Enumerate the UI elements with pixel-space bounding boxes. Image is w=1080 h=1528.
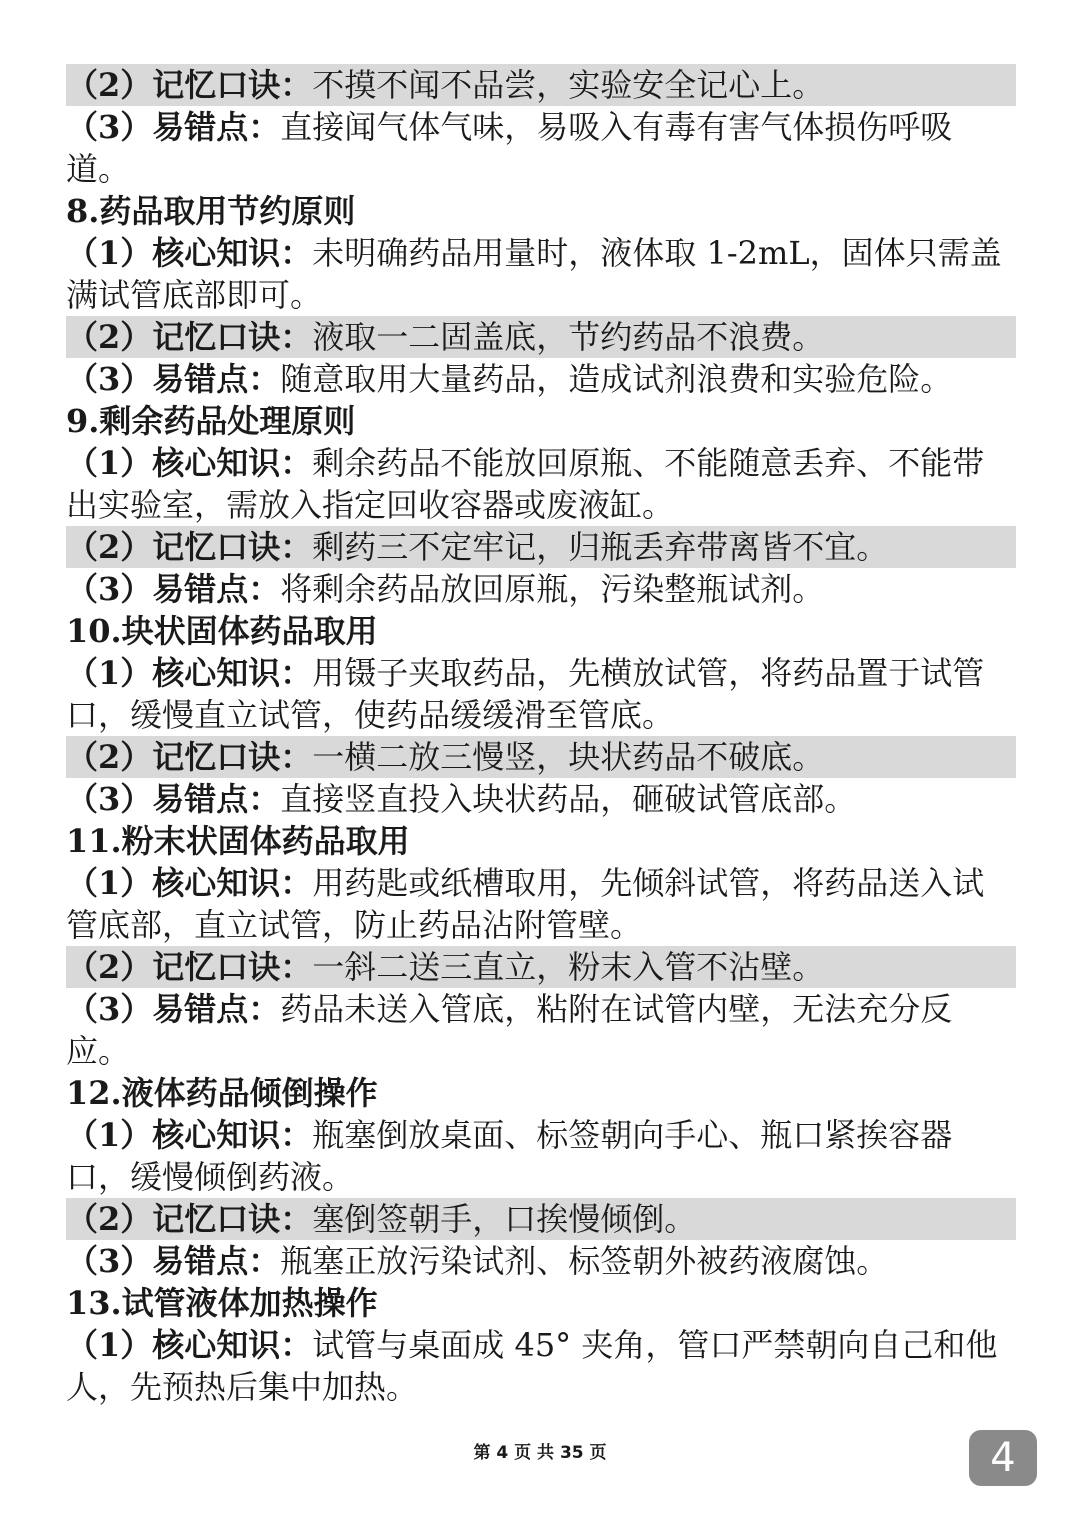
section-heading: 9.剩余药品处理原则 [66,402,356,440]
item-label: （2）记忆口诀： [66,528,313,566]
item-text: 剩余药品不能放回原瓶、不能随意丢弃、不能带 [312,444,985,482]
section-heading: 10.块状固体药品取用 [66,612,378,650]
item-text: 直接闻气体气味，易吸入有毒有害气体损伤呼吸 [280,108,953,146]
item-label: （1）核心知识： [66,1116,313,1154]
section-heading: 12.液体药品倾倒操作 [66,1074,378,1112]
page-footer: 第 4 页 共 35 页 [473,1443,607,1463]
text-line [66,484,1016,526]
document-body [66,64,1016,1408]
text-line [66,232,1016,274]
item-text: 不摸不闻不品尝，实验安全记心上。 [312,66,825,104]
item-label: （2）记忆口诀： [66,1200,313,1238]
mnemonic-line [66,316,1016,358]
item-label: （2）记忆口诀： [66,318,313,356]
item-text: 用药匙或纸槽取用，先倾斜试管，将药品送入试 [312,864,985,902]
item-label: （2）记忆口诀： [66,66,313,104]
text-line [66,1030,1016,1072]
section-heading: 11.粉末状固体药品取用 [66,822,410,860]
item-text: 塞倒签朝手，口挨慢倾倒。 [312,1200,697,1238]
mnemonic-line [66,946,1016,988]
item-text: 口，缓慢倾倒药液。 [66,1158,355,1196]
item-text: 剩药三不定牢记，归瓶丢弃带离皆不宜。 [312,528,889,566]
item-text: 口，缓慢直立试管，使药品缓缓滑至管底。 [66,696,675,734]
item-text: 管底部，直立试管，防止药品沾附管壁。 [66,906,643,944]
item-label: （3）易错点： [66,1242,281,1280]
mnemonic-line [66,1198,1016,1240]
text-line [66,1366,1016,1408]
item-text: 应。 [66,1032,131,1070]
text-line [66,274,1016,316]
text-line [66,1324,1016,1366]
text-line [66,442,1016,484]
item-text: 用镊子夹取药品，先横放试管，将药品置于试管 [312,654,985,692]
text-line [66,862,1016,904]
text-line [66,568,1016,610]
item-label: （2）记忆口诀： [66,948,313,986]
section-heading: 13.试管液体加热操作 [66,1284,378,1322]
item-text: 人，先预热后集中加热。 [66,1368,419,1406]
item-text: 试管与桌面成 45° 夹角，管口严禁朝向自己和他 [312,1326,998,1364]
text-line [66,904,1016,946]
item-label: （3）易错点： [66,360,281,398]
item-label: （1）核心知识： [66,1326,313,1364]
text-line [66,1156,1016,1198]
item-label: （2）记忆口诀： [66,738,313,776]
text-line [66,1114,1016,1156]
item-text: 将剩余药品放回原瓶，污染整瓶试剂。 [280,570,825,608]
item-text: 直接竖直投入块状药品，砸破试管底部。 [280,780,857,818]
item-label: （3）易错点： [66,990,281,1028]
text-line [66,358,1016,400]
mnemonic-line [66,736,1016,778]
text-line [66,1240,1016,1282]
item-text: 瓶塞正放污染试剂、标签朝外被药液腐蚀。 [280,1242,889,1280]
item-text: 一横二放三慢竖，块状药品不破底。 [312,738,825,776]
text-line [66,106,1016,148]
mnemonic-line [66,526,1016,568]
page-number-badge: 4 [969,1430,1037,1486]
text-line [66,148,1016,190]
item-text: 液取一二固盖底，节约药品不浪费。 [312,318,825,356]
item-label: （1）核心知识： [66,864,313,902]
item-text: 药品未送入管底，粘附在试管内壁，无法充分反 [280,990,953,1028]
item-text: 瓶塞倒放桌面、标签朝向手心、瓶口紧挨容器 [312,1116,953,1154]
item-label: （1）核心知识： [66,234,313,272]
section-heading: 8.药品取用节约原则 [66,192,356,230]
item-text: 满试管底部即可。 [66,276,323,314]
item-label: （1）核心知识： [66,654,313,692]
text-line [66,988,1016,1030]
item-label: （3）易错点： [66,780,281,818]
mnemonic-line [66,64,1016,106]
item-text: 道。 [66,150,131,188]
item-label: （3）易错点： [66,570,281,608]
text-line [66,652,1016,694]
item-label: （3）易错点： [66,108,281,146]
item-text: 随意取用大量药品，造成试剂浪费和实验危险。 [280,360,953,398]
text-line [66,694,1016,736]
item-text: 未明确药品用量时，液体取 1-2mL，固体只需盖 [312,234,1002,272]
text-line [66,778,1016,820]
item-label: （1）核心知识： [66,444,313,482]
item-text: 一斜二送三直立，粉末入管不沾壁。 [312,948,825,986]
item-text: 出实验室，需放入指定回收容器或废液缸。 [66,486,675,524]
